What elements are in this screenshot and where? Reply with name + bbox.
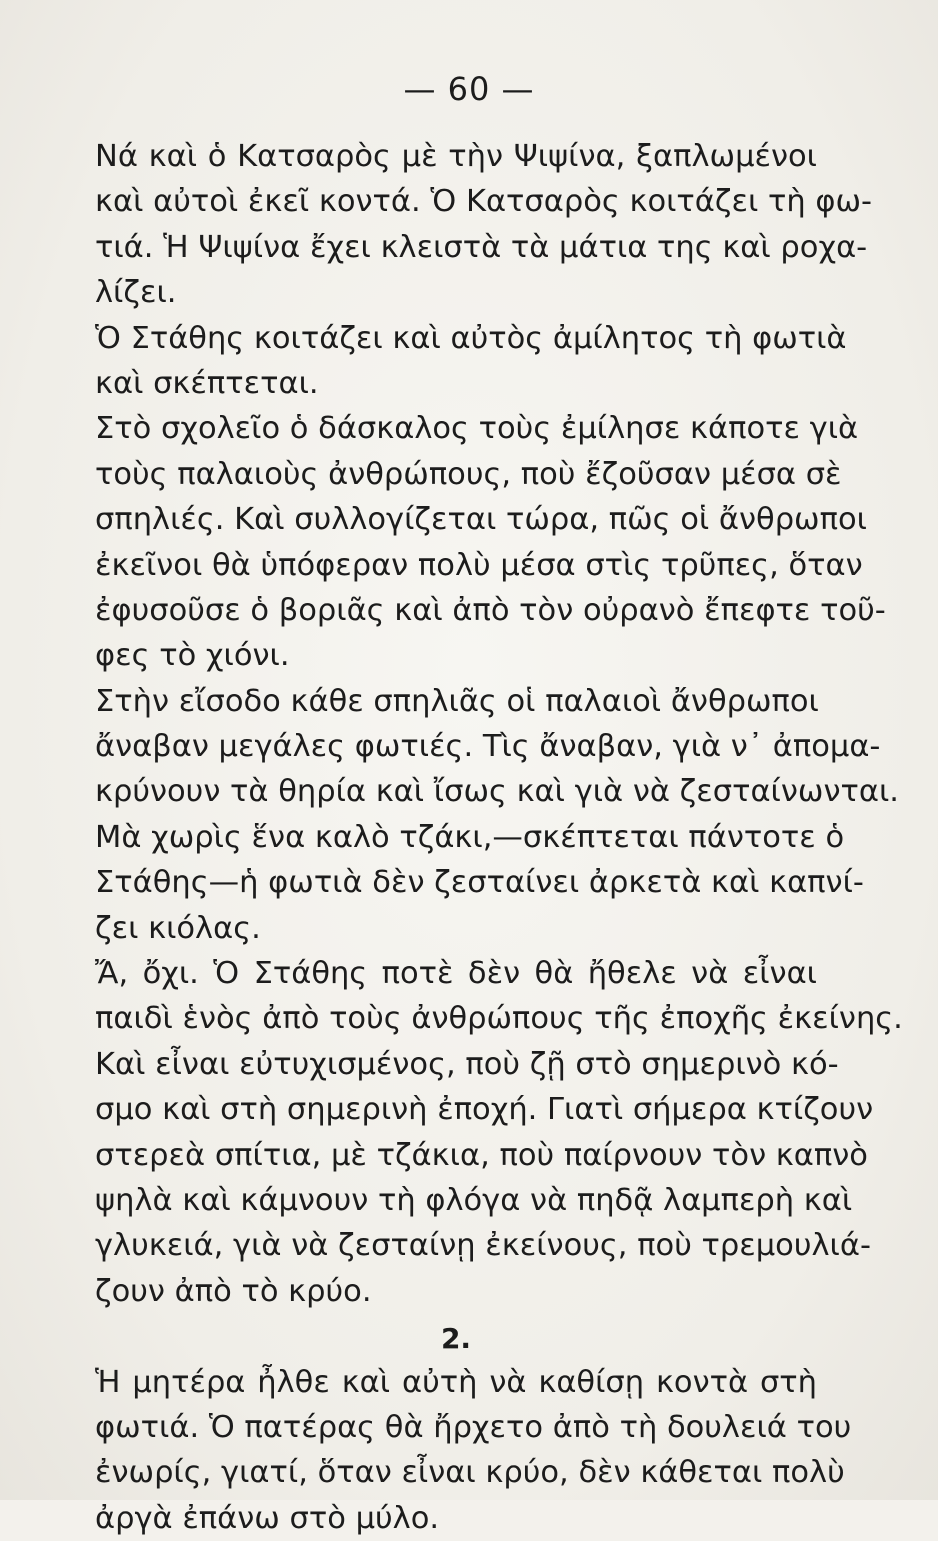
body-text: [95, 134, 903, 1541]
text-line: Ὁ Στάθης κοιτάζει καὶ αὐτὸς ἀμίλητος τὴ φωτιὰ: [95, 320, 847, 356]
text-line: σμο καὶ στὴ σημερινὴ ἐποχή. Γιατὶ σήμερα κτίζουν: [95, 1092, 874, 1128]
text-line: ἐκεῖνοι θὰ ὑπόφεραν πολὺ μέσα στὶς τρῦπες, ὅταν: [95, 547, 863, 583]
text-line: ζουν ἀπὸ τὸ κρύο.: [95, 1273, 372, 1309]
text-line: Μὰ χωρὶς ἕνα καλὸ τζάκι,—σκέπτεται πάντοτε ὁ: [95, 819, 845, 855]
text-line: κρύνουν τὰ θηρία καὶ ἴσως καὶ γιὰ νὰ ζεσταίνωνται.: [95, 774, 899, 810]
text-line: Ἡ μητέρα ἦλθε καὶ αὐτὴ νὰ καθίσῃ κοντὰ στὴ: [95, 1364, 817, 1400]
text-line: καὶ σκέπτεται.: [95, 365, 319, 401]
text-line: Στὸ σχολεῖο ὁ δάσκαλος τοὺς ἐμίλησε κάποτε γιὰ: [95, 411, 859, 447]
text-line: τιά. Ἡ Ψιψίνα ἔχει κλειστὰ τὰ μάτια της καὶ ροχα-: [95, 229, 868, 265]
section-number: 2.: [440, 1322, 472, 1356]
text-line: ἄναβαν μεγάλες φωτιές. Τὶς ἄναβαν, γιὰ ν᾽ ἀπομα-: [95, 729, 881, 765]
text-line: ἐφυσοῦσε ὁ βοριᾶς καὶ ἀπὸ τὸν οὐρανὸ ἔπεφτε τοῦ-: [95, 592, 886, 628]
text-line: παιδὶ ἑνὸς ἀπὸ τοὺς ἀνθρώπους τῆς ἐποχῆς ἐκείνης.: [95, 1001, 903, 1037]
text-line: ἀργὰ ἐπάνω στὸ μύλο.: [95, 1500, 440, 1536]
text-line: ζει κιόλας.: [95, 910, 261, 946]
section-2-text: [95, 1360, 852, 1541]
text-line: φωτιά. Ὁ πατέρας θὰ ἤρχετο ἀπὸ τὴ δουλειά του: [95, 1409, 852, 1445]
text-line: Στὴν εἴσοδο κάθε σπηλιᾶς οἱ παλαιοὶ ἄνθρωποι: [95, 683, 819, 719]
text-line: στερεὰ σπίτια, μὲ τζάκια, ποὺ παίρνουν τὸν καπνὸ: [95, 1137, 868, 1173]
page-number: — 60 —: [403, 70, 535, 108]
text-line: τοὺς παλαιοὺς ἀνθρώπους, ποὺ ἔζοῦσαν μέσα σὲ: [95, 456, 842, 492]
section-1-text: [95, 134, 903, 1314]
text-line: ψηλὰ καὶ κάμνουν τὴ φλόγα νὰ πηδᾷ λαμπερὴ καὶ: [95, 1182, 853, 1218]
text-line: γλυκειά, γιὰ νὰ ζεσταίνῃ ἐκείνους, ποὺ τρεμουλιά-: [95, 1228, 871, 1264]
text-line: φες τὸ χιόνι.: [95, 638, 290, 674]
text-line: Καὶ εἶναι εὐτυχισμένος, ποὺ ζῇ στὸ σημερινὸ κό-: [95, 1046, 839, 1082]
text-line: ἐνωρίς, γιατί, ὅταν εἶναι κρύο, δὲν κάθεται πολὺ: [95, 1455, 845, 1491]
text-line: Στάθης—ἡ φωτιὰ δὲν ζεσταίνει ἀρκετὰ καὶ καπνί-: [95, 865, 864, 901]
text-line: σπηλιές. Καὶ συλλογίζεται τώρα, πῶς οἱ ἄνθρωποι: [95, 502, 867, 538]
text-line: λίζει.: [95, 275, 177, 311]
text-line: καὶ αὐτοὶ ἐκεῖ κοντά. Ὁ Κατσαρὸς κοιτάζει τὴ φω-: [95, 184, 873, 220]
text-line: Ἄ, ὄχι. Ὁ Στάθης ποτὲ δὲν θὰ ἤθελε νὰ εἶναι: [95, 956, 817, 992]
text-line: Νά καὶ ὁ Κατσαρὸς μὲ τὴν Ψιψίνα, ξαπλωμένοι: [95, 139, 817, 174]
